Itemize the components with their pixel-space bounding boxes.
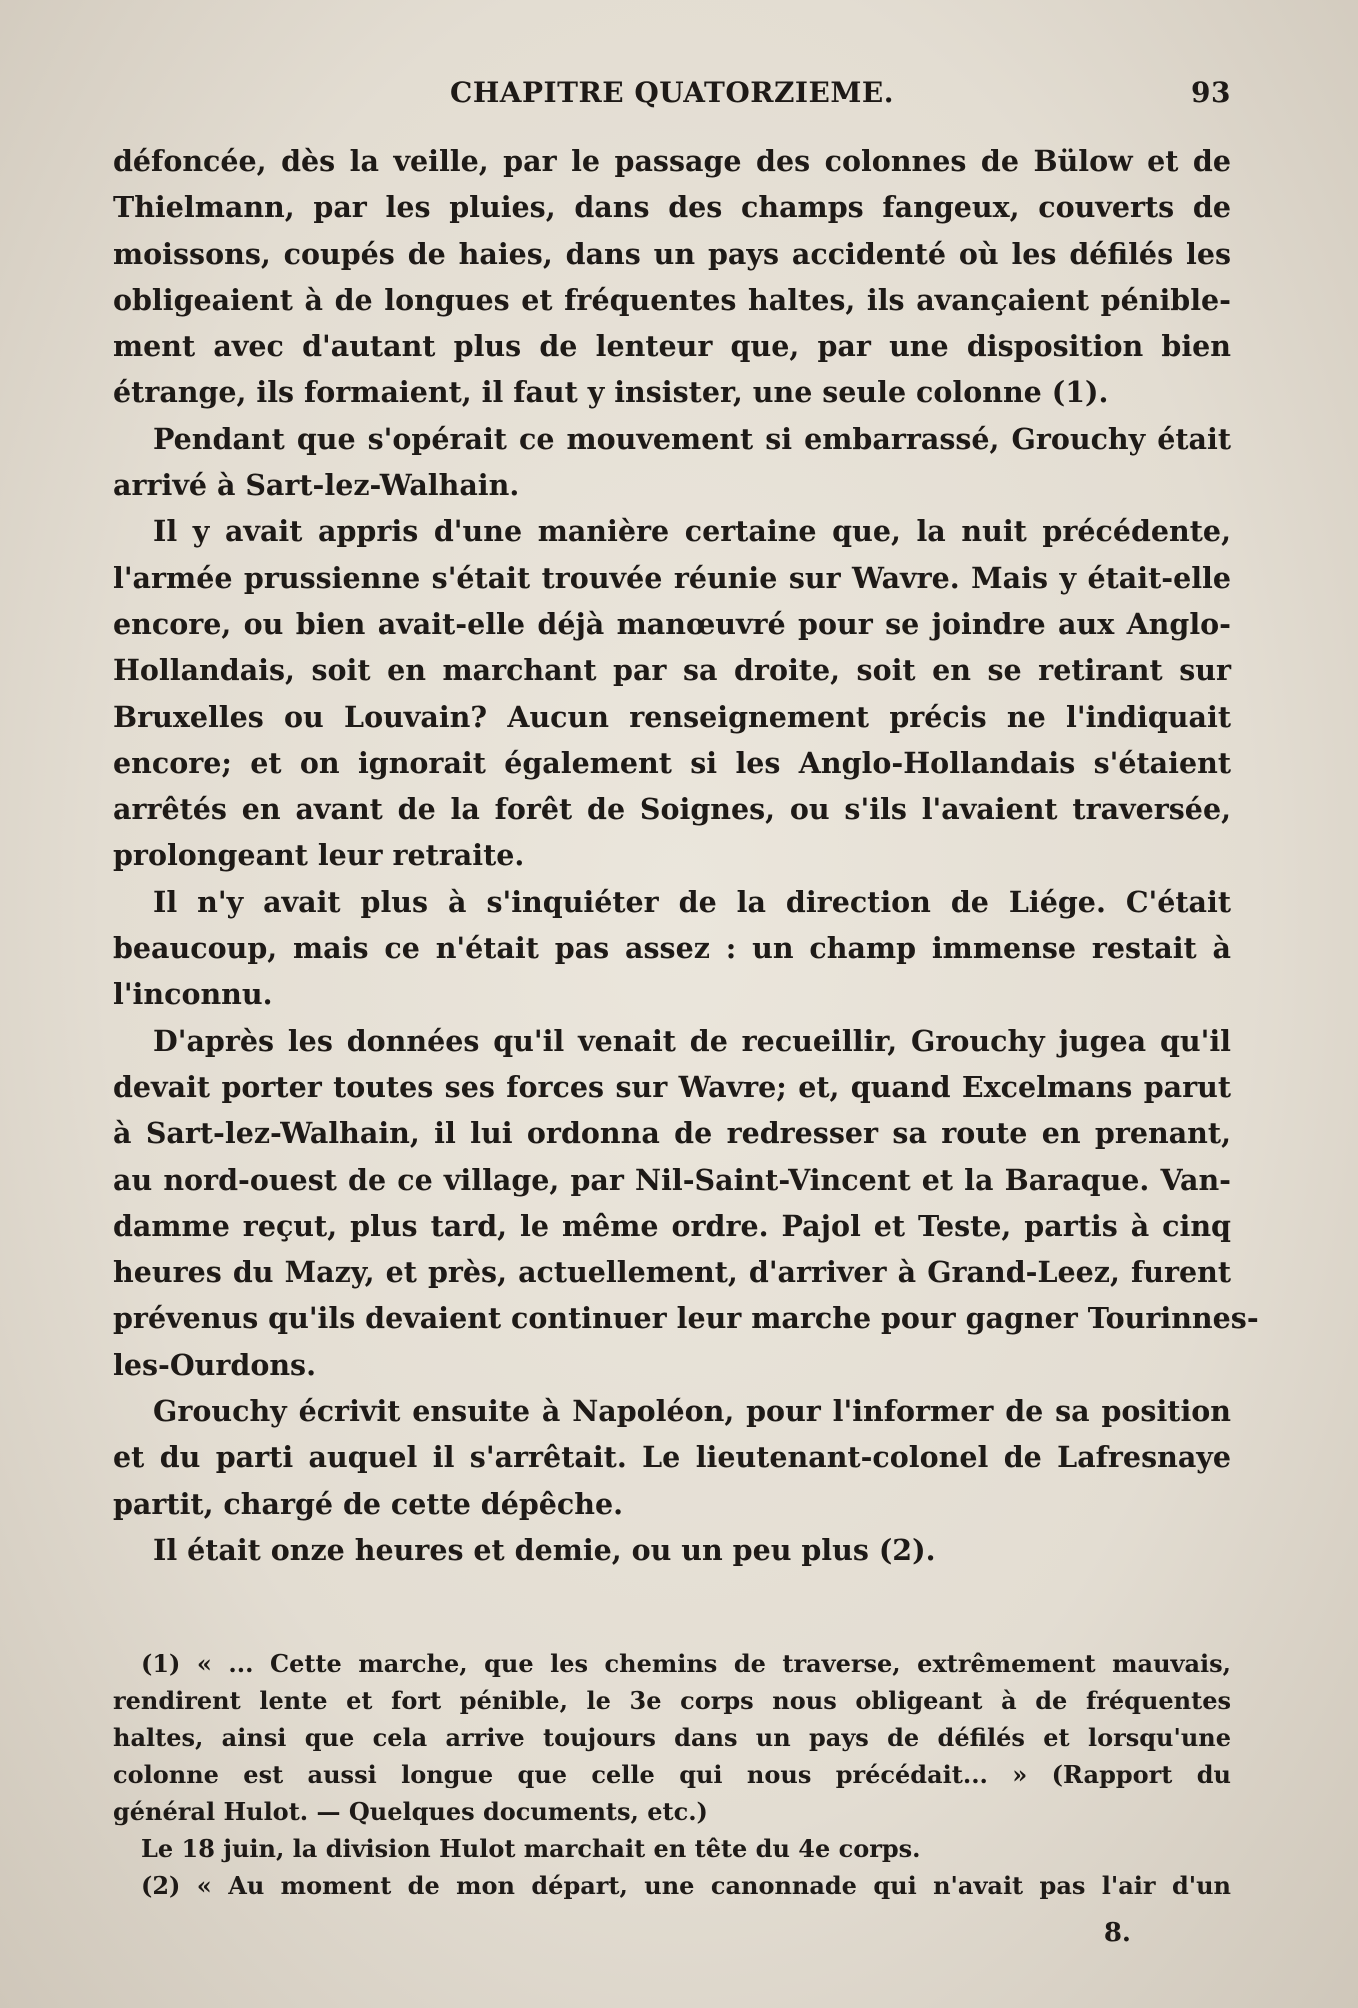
text-line: obligeaient à de longues et fréquentes haltes, ils avançaient pénible-	[113, 282, 1231, 317]
footnote-line: rendirent lente et fort pénible, le 3e corps nous obligeant à de fréquentes	[113, 1686, 1231, 1716]
footnote-line: (2) « Au moment de mon départ, une canonnade qui n'avait pas l'air d'un	[141, 1871, 1231, 1901]
text-line: Thielmann, par les pluies, dans des champs fangeux, couverts de	[113, 190, 1231, 225]
signature-mark: 8.	[1103, 1918, 1131, 1949]
footnote-line: haltes, ainsi que cela arrive toujours dans un pays de défilés et lorsqu'une	[113, 1723, 1231, 1753]
text-line: beaucoup, mais ce n'était pas assez : un champ immense restait à	[113, 931, 1231, 966]
text-line: prévenus qu'ils devaient continuer leur marche pour gagner Tourinnes-	[113, 1301, 1259, 1336]
text-line: ment avec d'autant plus de lenteur que, par une disposition bien	[113, 329, 1231, 364]
text-line: les-Ourdons.	[113, 1347, 317, 1382]
text-line: et du parti auquel il s'arrêtait. Le lieutenant-colonel de Lafresnaye	[113, 1440, 1231, 1475]
text-line: défoncée, dès la veille, par le passage des colonnes de Bülow et de	[113, 144, 1231, 178]
footnote-line: (1) « ... Cette marche, que les chemins de traverse, extrêmement mauvais,	[141, 1649, 1231, 1679]
text-line: Il était onze heures et demie, ou un peu plus (2).	[153, 1532, 936, 1567]
text-line: partit, chargé de cette dépêche.	[113, 1486, 624, 1521]
text-line: Grouchy écrivit ensuite à Napoléon, pour l'informer de sa position	[153, 1394, 1231, 1429]
text-line: moissons, coupés de haies, dans un pays accidenté où les défilés les	[113, 236, 1231, 271]
text-line: l'armée prussienne s'était trouvée réunie sur Wavre. Mais y était-elle	[113, 560, 1231, 595]
text-line: devait porter toutes ses forces sur Wavre; et, quand Excelmans parut	[113, 1069, 1231, 1104]
text-line: Pendant que s'opérait ce mouvement si embarrassé, Grouchy était	[153, 421, 1231, 456]
text-line: prolongeant leur retraite.	[113, 838, 525, 873]
text-line: l'inconnu.	[113, 977, 273, 1012]
text-line: damme reçut, plus tard, le même ordre. Pajol et Teste, partis à cinq	[113, 1208, 1231, 1243]
text-line: encore, ou bien avait-elle déjà manœuvré pour se joindre aux Anglo-	[113, 606, 1231, 641]
footnote-line: colonne est aussi longue que celle qui nous précédait... » (Rapport du	[113, 1760, 1231, 1790]
chapter-title: CHAPITRE QUATORZIEME.	[450, 76, 894, 109]
footnote-line: général Hulot. — Quelques documents, etc.)	[113, 1797, 708, 1827]
text-line: arrêtés en avant de la forêt de Soignes, ou s'ils l'avaient traversée,	[113, 792, 1231, 827]
text-line: arrivé à Sart-lez-Walhain.	[113, 468, 520, 503]
text-line: encore; et on ignorait également si les Anglo-Hollandais s'étaient	[113, 745, 1231, 780]
text-line: au nord-ouest de ce village, par Nil-Saint-Vincent et la Baraque. Van-	[113, 1162, 1231, 1197]
text-line: heures du Mazy, et près, actuellement, d'arriver à Grand-Leez, furent	[113, 1255, 1231, 1290]
text-line: Hollandais, soit en marchant par sa droite, soit en se retirant sur	[113, 653, 1231, 688]
footnotes	[113, 1645, 1231, 1904]
page-number: 93	[1191, 76, 1231, 109]
text-line: étrange, ils formaient, il faut y insister, une seule colonne (1).	[113, 375, 1109, 410]
footnote-line: Le 18 juin, la division Hulot marchait en tête du 4e corps.	[141, 1834, 921, 1864]
book-page	[113, 76, 1259, 1949]
text-line: D'après les données qu'il venait de recueillir, Grouchy jugea qu'il	[153, 1023, 1231, 1058]
body-text	[113, 138, 1259, 1573]
text-line: à Sart-lez-Walhain, il lui ordonna de redresser sa route en prenant,	[113, 1116, 1231, 1151]
text-line: Il n'y avait plus à s'inquiéter de la direction de Liége. C'était	[153, 884, 1231, 919]
text-line: Il y avait appris d'une manière certaine que, la nuit précédente,	[153, 514, 1231, 549]
text-line: Bruxelles ou Louvain? Aucun renseignement précis ne l'indiquait	[113, 699, 1231, 734]
running-header	[113, 76, 1231, 124]
